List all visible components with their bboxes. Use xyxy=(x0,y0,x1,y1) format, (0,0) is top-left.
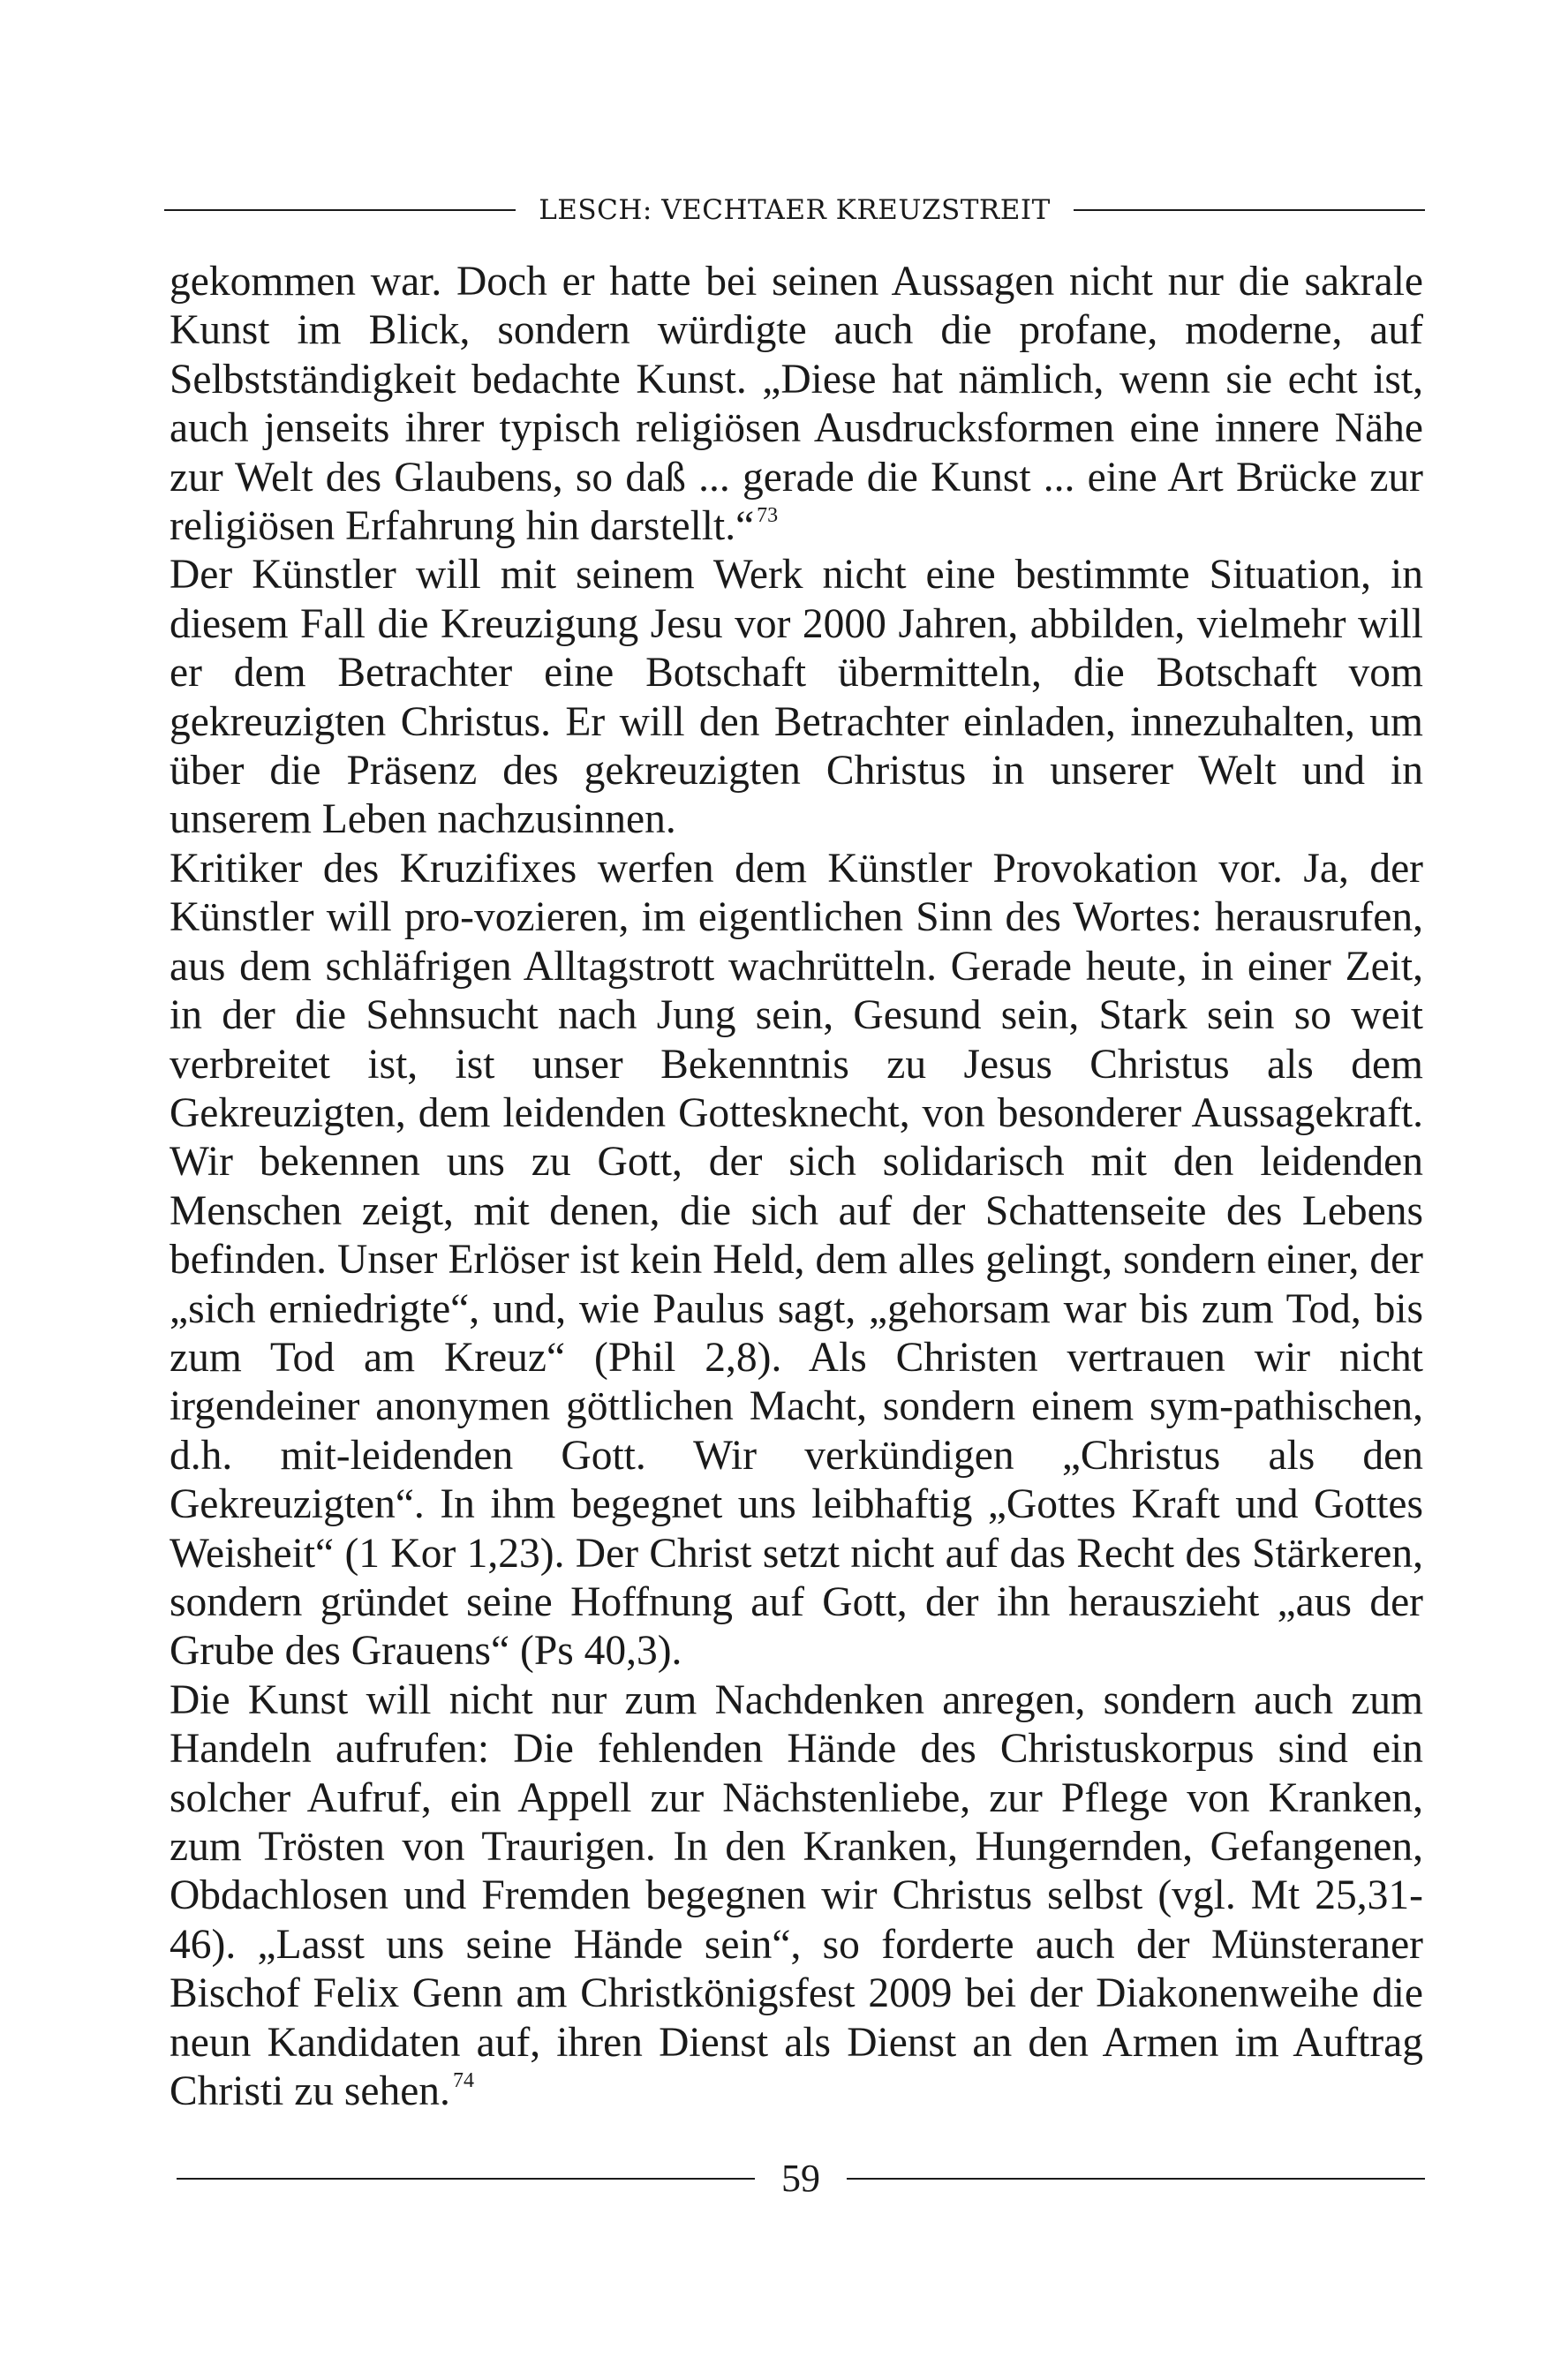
paragraph-3-text: Kritiker des Kruzifixes werfen dem Künstler Provokation vor. Ja, der Künstler will pro-vozieren, im eigentlichen Sinn des Wortes: herausrufen, aus dem schläfrigen Alltagstrott wachrütteln. Gerade heute, in einer Zeit, in der die Sehnsucht nach Jung sein, Gesund sein, Stark sein so weit verbreitet ist, ist unser Bekenntnis zu Jesus Christus als dem Gekreuzigten, dem leidenden Gottesknecht, von besonderer Aussagekraft. Wir bekennen uns zu Gott, der sich solidarisch mit den leidenden Menschen zeigt, mit denen, die sich auf der Schattenseite des Lebens befinden. Unser Erlöser ist kein Held, dem alles gelingt, sondern einer, der „sich erniedrigte“, und, wie Paulus sagt, „gehorsam war bis zum Tod, bis zum Tod am Kreuz“ (Phil 2,8). Als Christen vertrauen wir nicht irgendeiner anonymen göttlichen Macht, sondern einem sym-pathischen, d.h. mit-leidenden Gott. Wir verkündigen „Christus als den Gekreuzigten“. In ihm begegnet uns leibhaftig „Gottes Kraft und Gottes Weisheit“ (1 Kor 1,23). Der Christ setzt nicht auf das Recht des Stärkeren, sondern gründet seine Hoffnung auf Gott, der ihn herauszieht „aus der Grube des Grauens“ (Ps 40,3). xyxy=(170,845,1423,1675)
paragraph-4-text: Die Kunst will nicht nur zum Nachdenken anregen, sondern auch zum Handeln aufrufen: Die fehlenden Hände des Christuskorpus sind ein solcher Aufruf, ein Appell zur Nächstenliebe, zur Pflege von Kranken, zum Trösten von Traurigen. In den Kranken, Hungernden, Gefangenen, Obdachlosen und Fremden begegnen wir Christus selbst (vgl. Mt 25,31-46). „Lasst uns seine Hände sein“, so forderte auch der Münsteraner Bischof Felix Genn am Christkönigsfest 2009 bei der Diakonenweihe die neun Kandidaten auf, ihren Dienst als Dienst an den Armen im Auftrag Christi zu sehen. xyxy=(170,1676,1423,2115)
footnote-ref-73: 73 xyxy=(757,504,779,528)
running-title: LESCH: VECHTAER KREUZSTREIT xyxy=(539,194,1051,226)
paragraph-2-text: Der Künstler will mit seinem Werk nicht eine bestimmte Situation, in diesem Fall die Kreuzigung Jesu vor 2000 Jahren, abbilden, vielmehr will er dem Betrachter eine Botschaft übermitteln, die Botschaft vom gekreuzigten Christus. Er will den Betrachter einladen, innezuhalten, um über die Präsenz des gekreuzigten Christus in unserer Welt und in unserem Leben nachzusinnen. xyxy=(170,552,1423,843)
paragraph-3 xyxy=(170,845,1423,1676)
header-rule-left xyxy=(164,209,516,211)
footer-rule-right xyxy=(847,2178,1425,2180)
running-head xyxy=(164,187,1425,233)
body-text xyxy=(170,258,1423,2116)
paragraph-4 xyxy=(170,1676,1423,2117)
page-footer xyxy=(177,2154,1425,2203)
header-rule-right xyxy=(1074,209,1425,211)
footnote-ref-74: 74 xyxy=(452,2069,474,2093)
paragraph-1-text: gekommen war. Doch er hatte bei seinen Aussagen nicht nur die sakrale Kunst im Blick, sondern würdigte auch die profane, moderne, auf Selbstständigkeit bedachte Kunst. „Diese hat nämlich, wenn sie echt ist, auch jenseits ihrer typisch religiösen Ausdrucksformen eine innere Nähe zur Welt des Glaubens, so daß ... gerade die Kunst ... eine Art Brücke zur religiösen Erfahrung hin darstellt.“ xyxy=(170,259,1423,550)
paragraph-1 xyxy=(170,258,1423,551)
paragraph-2 xyxy=(170,551,1423,844)
footer-rule-left xyxy=(177,2178,755,2180)
page-number: 59 xyxy=(781,2157,820,2200)
